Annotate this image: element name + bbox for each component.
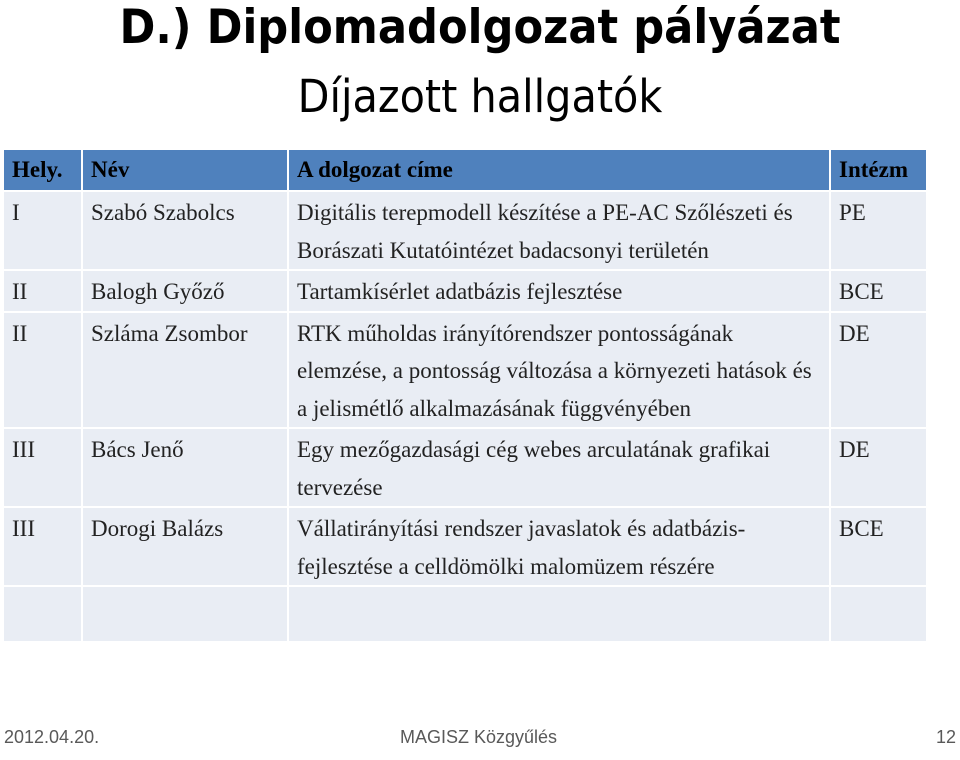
- slide-subtitle: Díjazott hallgatók: [297, 70, 663, 123]
- cell-empty: [830, 586, 926, 641]
- header-institution: Intézm: [830, 150, 926, 191]
- table-row: [4, 312, 926, 429]
- table-row: [4, 270, 926, 312]
- cell-place: III: [4, 507, 82, 586]
- cell-empty: [4, 586, 82, 641]
- slide-footer: [0, 724, 960, 752]
- table-header-row: [4, 150, 926, 191]
- cell-empty: [82, 586, 288, 641]
- cell-name: Balogh Győző: [82, 270, 288, 312]
- header-place: Hely.: [4, 150, 82, 191]
- cell-place: II: [4, 312, 82, 429]
- footer-event: MAGISZ Közgyűlés: [400, 727, 558, 747]
- slide-title: D.) Diplomadolgozat pályázat: [119, 0, 841, 55]
- cell-title: RTK műholdas irányítórendszer pontosságának elemzése, a pontosság változása a környezeti hatások és a jelismétlő alkalmazásának függvényében: [288, 312, 830, 429]
- cell-institution: DE: [830, 428, 926, 507]
- cell-institution: BCE: [830, 507, 926, 586]
- footer-date: 2012.04.20.: [4, 727, 100, 747]
- cell-empty: [288, 586, 830, 641]
- cell-title: Tartamkísérlet adatbázis fejlesztése: [288, 270, 830, 312]
- cell-place: I: [4, 191, 82, 270]
- cell-title: Digitális terepmodell készítése a PE-AC Szőlészeti és Borászati Kutatóintézet badacsonyi területén: [288, 191, 830, 270]
- cell-name: Szabó Szabolcs: [82, 191, 288, 270]
- cell-name: Bács Jenő: [82, 428, 288, 507]
- cell-institution: BCE: [830, 270, 926, 312]
- cell-name: Szláma Zsombor: [82, 312, 288, 429]
- cell-title: Vállatirányítási rendszer javaslatok és adatbázis-fejlesztése a celldömölki malomüzem részére: [288, 507, 830, 586]
- cell-institution: DE: [830, 312, 926, 429]
- header-name: Név: [82, 150, 288, 191]
- header-title: A dolgozat címe: [288, 150, 830, 191]
- table-row-empty: [4, 586, 926, 641]
- awards-table: [4, 150, 926, 641]
- table-row: [4, 428, 926, 507]
- cell-place: III: [4, 428, 82, 507]
- cell-name: Dorogi Balázs: [82, 507, 288, 586]
- cell-place: II: [4, 270, 82, 312]
- table-row: [4, 191, 926, 270]
- cell-title: Egy mezőgazdasági cég webes arculatának grafikai tervezése: [288, 428, 830, 507]
- footer-page-number: 12: [935, 727, 956, 747]
- cell-institution: PE: [830, 191, 926, 270]
- table-row: [4, 507, 926, 586]
